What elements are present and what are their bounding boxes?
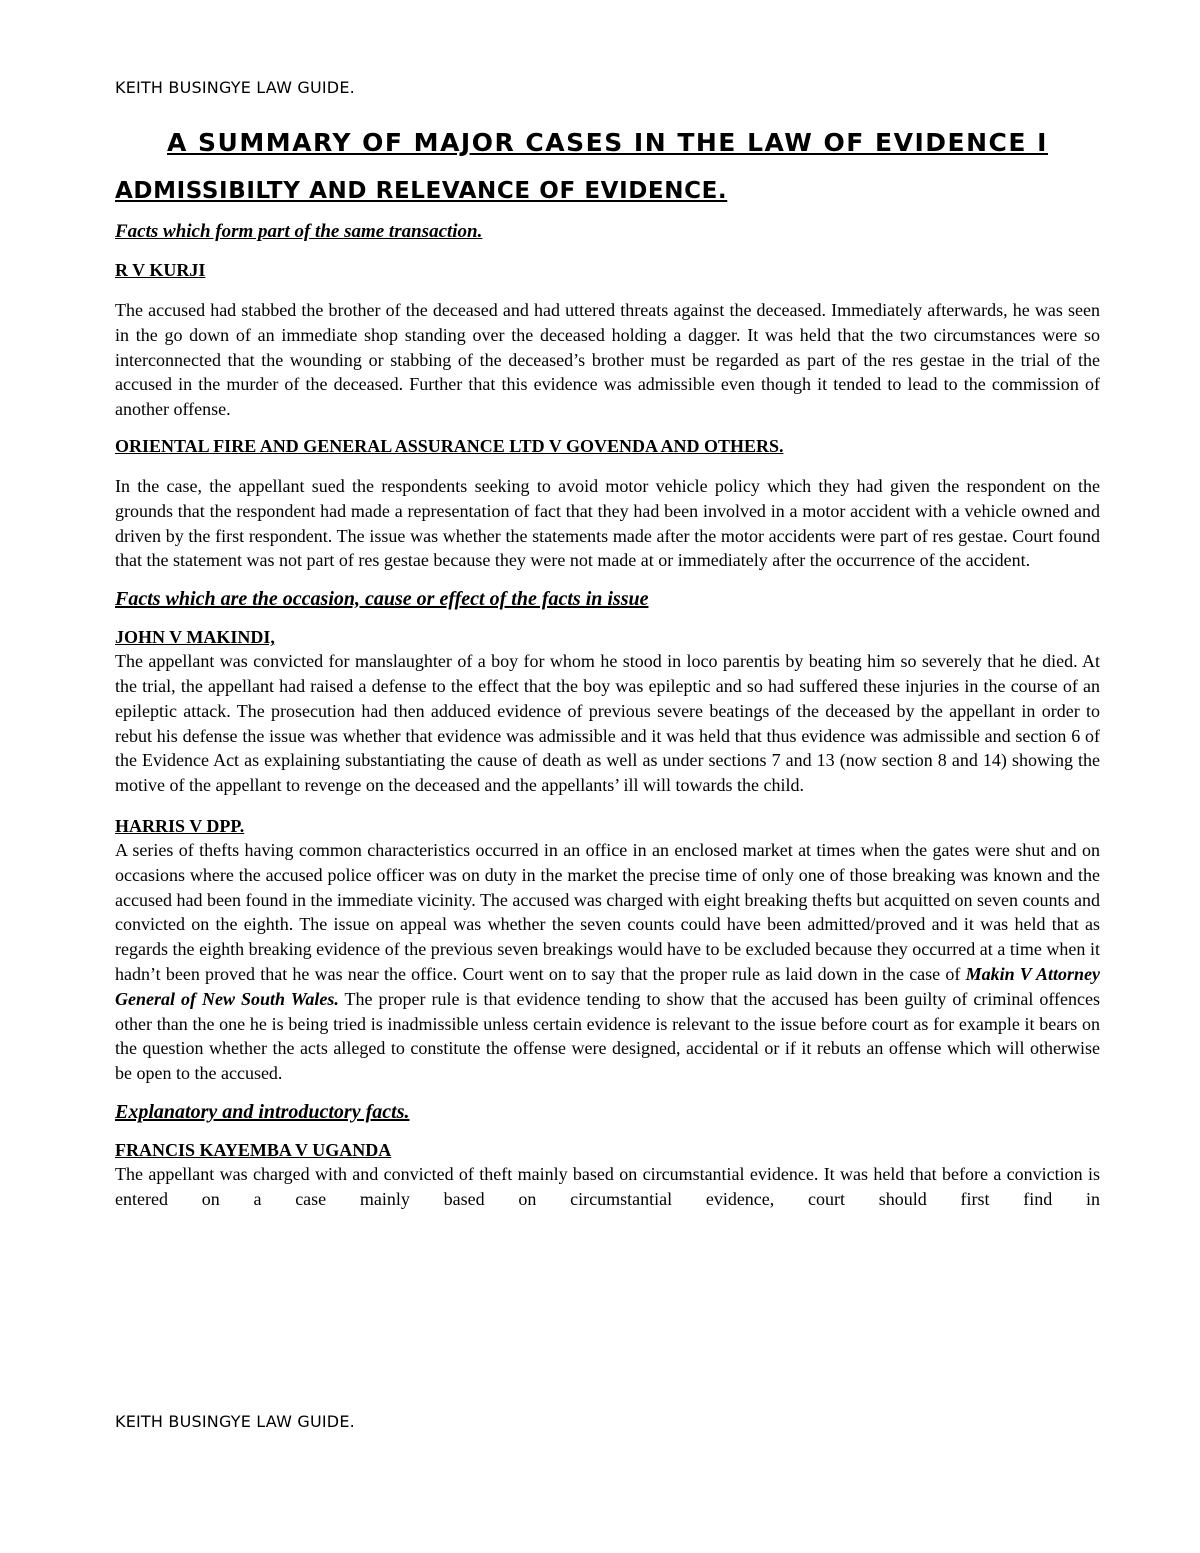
case-citation-makin: Makin V Attorney General of New South Wales.	[115, 963, 1100, 1009]
case-summary-harris-v-dpp	[115, 838, 1100, 1086]
document-body	[115, 126, 1100, 1212]
document-subtitle: ADMISSIBILTY AND RELEVANCE OF EVIDENCE.	[115, 178, 728, 204]
case-summary-r-v-kurji: The accused had stabbed the brother of the deceased and had uttered threats against the deceased. Immediately afterwards, he was seen in the go down of an immediate shop standing over the deceased holding a dagger. It was held that the two circumstances were so interconnected that the wounding or stabbing of the deceased’s brother must be regarded as part of the res gestae in the trial of the accused in the murder of the deceased. Further that this evidence was admissible even though it tended to lead to the commission of another offense.	[115, 300, 1100, 420]
case-summary-john-v-makindi: The appellant was convicted for manslaughter of a boy for whom he stood in loco parentis by beating him so severely that he died. At the trial, the appellant had raised a defense to the effect that the boy was epileptic and so had suffered these injuries in the course of an epileptic attack. The prosecution had then adduced evidence of previous severe beatings of the deceased by the appellant in order to rebut his defense the issue was whether that evidence was admissible and it was held that thus evidence was admissible and section 6 of the Evidence Act as explaining substantiating the cause of death as well as under sections 7 and 13 (now section 8 and 14) showing the motive of the appellant to revenge on the deceased and the appellants’ ill will towards the child.	[115, 651, 1100, 796]
case-name-francis-kayemba: FRANCIS KAYEMBA V UGANDA	[115, 1139, 392, 1160]
running-header: KEITH BUSINGYE LAW GUIDE.	[115, 78, 355, 97]
running-footer: KEITH BUSINGYE LAW GUIDE.	[115, 1412, 355, 1431]
case-summary-part-1: A series of thefts having common characteristics occurred in an office in an enclosed market at times when the gates were shut and on occasions where the accused police officer was on duty in the market the precise time of only one of those breaking was known and the accused had been found in the immediate vicinity. The accused was charged with eight breaking thefts but acquitted on seven counts and convicted on the eighth. The issue on appeal was whether the seven counts could have been admitted/proved and it was held that as regards the eighth breaking evidence of the previous seven breakings would have to be excluded because they occurred at a time when it hadn’t been proved that he was near the office. Court went on to say that the proper rule as laid down in the case of	[115, 839, 1100, 984]
case-summary-part-2: The proper rule is that evidence tending to show that the accused has been guilty of criminal offences other than the one he is being tried is inadmissible unless certain evidence is relevant to the issue before court as for example it bears on the question whether the acts alleged to constitute the offense were designed, accidental or if it rebuts an offense which will otherwise be open to the accused.	[115, 988, 1100, 1084]
case-summary-francis-kayemba: The appellant was charged with and convicted of theft mainly based on circumstantial evidence. It was held that before a conviction is entered on a case mainly based on circumstantial evidence, court should first find in	[115, 1163, 1100, 1209]
case-name-r-v-kurji: R V KURJI	[115, 260, 206, 280]
case-name-harris-v-dpp: HARRIS V DPP.	[115, 815, 245, 836]
section-heading-occasion-cause-effect: Facts which are the occasion, cause or effect of the facts in issue	[115, 588, 649, 611]
case-summary-oriental-fire: In the case, the appellant sued the respondents seeking to avoid motor vehicle policy which they had given the respondent on the grounds that the respondent had made a representation of fact that they had been involved in a motor accident with a vehicle owned and driven by the first respondent. The issue was whether the statements made after the motor accidents were part of res gestae. Court found that the statement was not part of res gestae because they were not made at or immediately after the occurrence of the accident.	[115, 475, 1100, 571]
section-heading-explanatory-facts: Explanatory and introductory facts.	[115, 1100, 410, 1123]
case-name-oriental-fire: ORIENTAL FIRE AND GENERAL ASSURANCE LTD V GOVENDA AND OTHERS.	[115, 435, 784, 456]
case-name-john-v-makindi: JOHN V MAKINDI,	[115, 627, 275, 648]
section-heading-same-transaction: Facts which form part of the same transaction.	[115, 221, 483, 242]
document-title: A SUMMARY OF MAJOR CASES IN THE LAW OF EVIDENCE I	[167, 128, 1048, 157]
